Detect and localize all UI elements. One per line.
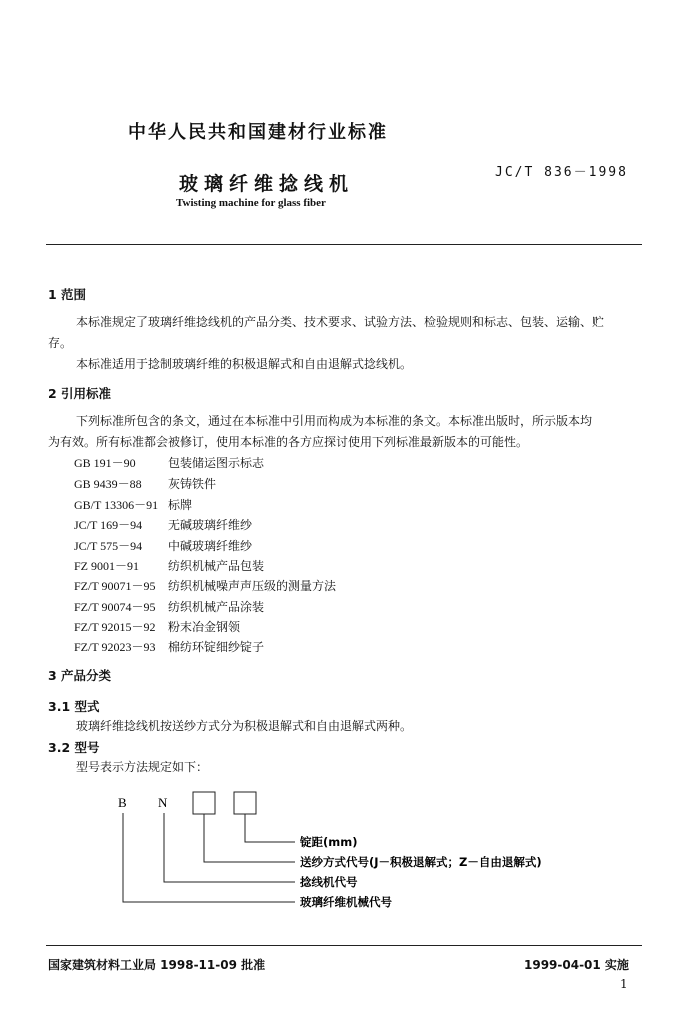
- standard-code: JC/T 836－1998: [495, 165, 628, 180]
- section-1-paragraph-1: 本标准规定了玻璃纤维捻线机的产品分类、技术要求、试验方法、检验规则和标志、包装、运输、贮: [76, 315, 605, 329]
- spindle-code-box: [234, 792, 256, 814]
- reference-item: JC/T 169－94 无碱玻璃纤维纱: [74, 518, 253, 532]
- section-3-2-heading: 3.2 型号: [48, 740, 100, 755]
- section-2-heading: 2 引用标准: [48, 386, 112, 401]
- section-3-1-heading: 3.1 型式: [48, 699, 100, 714]
- section-3-1-paragraph: 玻璃纤维捻线机按送纱方式分为积极退解式和自由退解式两种。: [76, 719, 413, 733]
- reference-item: FZ 9001－91 纺织机械产品包装: [74, 559, 265, 573]
- footer-divider: [46, 945, 642, 946]
- label-spindle: 锭距(mm): [300, 835, 358, 849]
- section-2-paragraph-1-cont: 为有效。所有标准都会被修订，使用本标准的各方应探讨使用下列标准最新版本的可能性。: [48, 435, 529, 449]
- document-title-en: Twisting machine for glass fiber: [176, 197, 326, 209]
- section-1-paragraph-1-cont: 存。: [48, 336, 73, 350]
- letter-n: N: [158, 795, 168, 810]
- label-twister: 捻线机代号: [300, 875, 358, 889]
- feed-code-box: [193, 792, 215, 814]
- section-3-2-paragraph: 型号表示方法规定如下：: [76, 760, 209, 774]
- reference-item: FZ/T 92023－93 棉纺环锭细纱锭子: [74, 640, 265, 654]
- reference-item: JC/T 575－94 中碱玻璃纤维纱: [74, 539, 253, 553]
- label-feed: 送纱方式代号(J－积极退解式；Z－自由退解式): [300, 855, 542, 869]
- reference-item: FZ/T 90071－95 纺织机械噪声声压级的测量方法: [74, 579, 337, 593]
- reference-item: FZ/T 90074－95 纺织机械产品涂装: [74, 600, 265, 614]
- letter-b: B: [118, 795, 127, 810]
- model-designation-diagram: [110, 788, 610, 913]
- feed-leader-line: [204, 814, 295, 862]
- section-2-paragraph-1: 下列标准所包含的条文，通过在本标准中引用而构成为本标准的条文。本标准出版时，所示版本均: [76, 414, 593, 428]
- reference-item: GB 9439－88 灰铸铁件: [74, 477, 217, 491]
- section-1-heading: 1 范围: [48, 287, 87, 302]
- national-standard-title: 中华人民共和国建材行业标准: [128, 122, 388, 143]
- issuer-approval: 国家建筑材料工业局 1998-11-09 批准: [48, 958, 266, 972]
- machine-leader-line: [123, 813, 295, 902]
- label-machine: 玻璃纤维机械代号: [300, 895, 392, 909]
- page-number: 1: [620, 977, 628, 991]
- document-title-cn: 玻璃纤维捻线机: [179, 173, 355, 195]
- effective-date: 1999-04-01 实施: [524, 958, 629, 972]
- twister-leader-line: [164, 813, 295, 882]
- header-divider: [46, 244, 642, 245]
- spindle-leader-line: [245, 814, 295, 842]
- reference-item: GB/T 13306－91 标牌: [74, 498, 193, 512]
- reference-item: GB 191－90 包装储运图示标志: [74, 456, 265, 470]
- section-1-paragraph-2: 本标准适用于捻制玻璃纤维的积极退解式和自由退解式捻线机。: [76, 357, 413, 371]
- section-3-heading: 3 产品分类: [48, 668, 112, 683]
- reference-item: FZ/T 92015－92 粉末冶金钢领: [74, 620, 241, 634]
